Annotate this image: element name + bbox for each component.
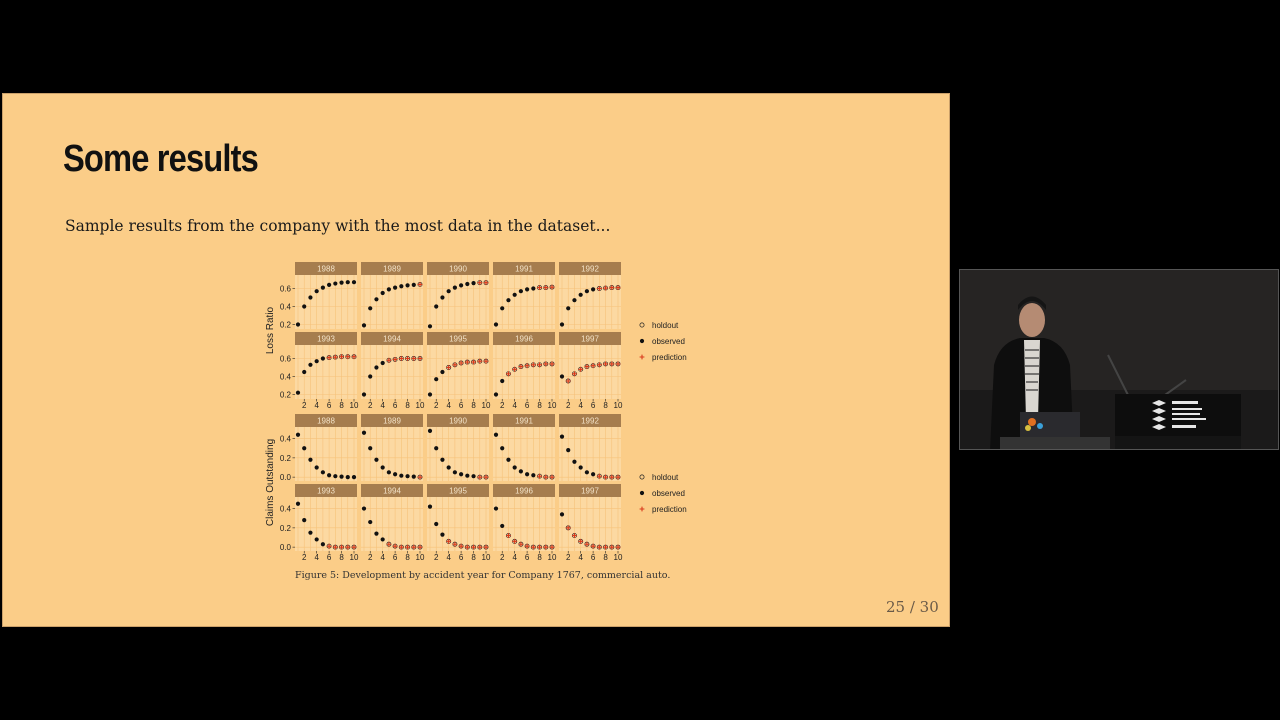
x-tick-label: 4 <box>578 401 583 410</box>
figure-caption: Figure 5: Development by accident year for Company 1767, commercial auto. <box>295 570 671 581</box>
observed-point <box>494 506 498 510</box>
observed-point <box>399 284 403 288</box>
observed-point <box>440 295 444 299</box>
facet-year-label: 1989 <box>383 416 401 426</box>
x-tick-label: 6 <box>326 553 332 562</box>
observed-point <box>381 537 385 541</box>
x-tick-label: 10 <box>349 553 359 562</box>
observed-point <box>453 470 457 474</box>
observed-point <box>585 470 589 474</box>
x-tick-label: 2 <box>499 401 505 410</box>
facet-year-label: 1990 <box>449 416 467 426</box>
observed-point <box>296 502 300 506</box>
observed-point <box>321 286 325 290</box>
observed-point <box>434 377 438 381</box>
speaker-head <box>1019 303 1045 337</box>
y-tick-label: 0.6 <box>279 354 291 364</box>
x-tick-label: 6 <box>590 401 596 410</box>
observed-point <box>525 287 529 291</box>
x-tick-label: 8 <box>339 401 344 410</box>
observed-point <box>434 446 438 450</box>
observed-point <box>500 306 504 310</box>
observed-point <box>308 363 312 367</box>
observed-point <box>566 306 570 310</box>
facet-year-label: 1991 <box>515 416 533 426</box>
observed-point <box>315 289 319 293</box>
observed-point <box>560 435 564 439</box>
observed-point <box>447 465 451 469</box>
observed-point <box>405 474 409 478</box>
facet-year-label: 1992 <box>581 416 599 426</box>
observed-point <box>566 448 570 452</box>
facet-year-label: 1994 <box>383 486 401 496</box>
y-tick-label: 0.2 <box>279 390 291 400</box>
observed-point <box>381 361 385 365</box>
x-tick-label: 2 <box>367 553 373 562</box>
legend-holdout-marker <box>640 323 644 327</box>
lectern <box>1115 394 1241 438</box>
facet-year-label: 1990 <box>449 264 467 274</box>
legend-holdout-marker <box>640 475 644 479</box>
x-tick-label: 10 <box>481 553 491 562</box>
x-tick-label: 4 <box>314 553 319 562</box>
observed-point <box>572 298 576 302</box>
legend-prediction-marker <box>640 507 645 512</box>
observed-point <box>296 322 300 326</box>
legend-prediction-label: prediction <box>652 505 687 514</box>
observed-point <box>346 280 350 284</box>
y-tick-label: 0.2 <box>279 453 291 463</box>
observed-point <box>459 283 463 287</box>
observed-point <box>560 512 564 516</box>
y-tick-label: 0.2 <box>279 320 291 330</box>
x-tick-label: 4 <box>512 401 517 410</box>
legend-holdout-label: holdout <box>652 321 679 330</box>
facet-year-label: 1996 <box>515 486 533 496</box>
legend-holdout-label: holdout <box>652 473 679 482</box>
observed-point <box>333 281 337 285</box>
facet-year-label: 1988 <box>317 264 335 274</box>
x-tick-label: 10 <box>547 553 557 562</box>
facet-year-label: 1995 <box>449 334 467 344</box>
y-axis-label: Loss Ratio <box>265 306 276 355</box>
observed-point <box>591 287 595 291</box>
observed-point <box>434 522 438 526</box>
legend-observed-marker <box>640 339 644 343</box>
x-tick-label: 8 <box>471 553 476 562</box>
observed-point <box>579 293 583 297</box>
x-tick-label: 6 <box>524 553 530 562</box>
x-tick-label: 2 <box>301 553 307 562</box>
x-tick-label: 8 <box>339 553 344 562</box>
observed-point <box>327 283 331 287</box>
x-tick-label: 8 <box>603 553 608 562</box>
x-tick-label: 10 <box>415 401 425 410</box>
observed-point <box>494 322 498 326</box>
observed-point <box>352 280 356 284</box>
x-tick-label: 4 <box>314 401 319 410</box>
facet-year-label: 1996 <box>515 334 533 344</box>
observed-point <box>579 465 583 469</box>
observed-point <box>500 446 504 450</box>
observed-point <box>440 533 444 537</box>
observed-point <box>585 289 589 293</box>
observed-point <box>393 472 397 476</box>
observed-point <box>459 472 463 476</box>
observed-point <box>465 474 469 478</box>
observed-point <box>302 446 306 450</box>
observed-point <box>321 542 325 546</box>
observed-point <box>591 472 595 476</box>
observed-point <box>302 304 306 308</box>
speaker-video <box>959 269 1279 450</box>
observed-point <box>296 391 300 395</box>
observed-point <box>428 429 432 433</box>
observed-point <box>519 289 523 293</box>
observed-point <box>362 506 366 510</box>
observed-point <box>362 431 366 435</box>
x-tick-label: 10 <box>613 401 623 410</box>
observed-point <box>513 293 517 297</box>
facet-year-label: 1997 <box>581 334 599 344</box>
page-number: 25 / 30 <box>886 598 939 616</box>
observed-point <box>302 370 306 374</box>
observed-point <box>387 470 391 474</box>
observed-point <box>374 297 378 301</box>
observed-point <box>506 458 510 462</box>
y-tick-label: 0.4 <box>279 434 291 444</box>
observed-point <box>296 433 300 437</box>
observed-point <box>346 475 350 479</box>
x-tick-label: 2 <box>565 553 571 562</box>
observed-point <box>531 286 535 290</box>
results-figure <box>255 255 715 565</box>
slide-subtitle: Sample results from the company with the most data in the dataset... <box>65 217 611 235</box>
facet-year-label: 1988 <box>317 416 335 426</box>
observed-point <box>440 458 444 462</box>
x-tick-label: 4 <box>380 553 385 562</box>
observed-point <box>500 524 504 528</box>
observed-point <box>315 537 319 541</box>
observed-point <box>471 281 475 285</box>
observed-point <box>519 469 523 473</box>
observed-point <box>362 392 366 396</box>
observed-point <box>368 374 372 378</box>
y-tick-label: 0.4 <box>279 504 291 514</box>
observed-point <box>374 532 378 536</box>
x-tick-label: 10 <box>613 553 623 562</box>
observed-point <box>308 458 312 462</box>
x-tick-label: 8 <box>537 553 542 562</box>
y-tick-label: 0.4 <box>279 372 291 382</box>
observed-point <box>412 475 416 479</box>
observed-point <box>428 505 432 509</box>
x-tick-label: 8 <box>537 401 542 410</box>
x-tick-label: 8 <box>405 553 410 562</box>
observed-point <box>368 446 372 450</box>
x-tick-label: 4 <box>446 401 451 410</box>
x-tick-label: 6 <box>590 553 596 562</box>
x-tick-label: 6 <box>392 401 398 410</box>
slide-title: Some results <box>63 138 258 180</box>
observed-point <box>368 520 372 524</box>
facet-year-label: 1992 <box>581 264 599 274</box>
observed-point <box>362 323 366 327</box>
x-tick-label: 10 <box>547 401 557 410</box>
x-tick-label: 6 <box>326 401 332 410</box>
y-tick-label: 0.0 <box>279 473 291 483</box>
legend-prediction-label: prediction <box>652 353 687 362</box>
y-tick-label: 0.2 <box>279 523 291 533</box>
observed-point <box>374 458 378 462</box>
observed-point <box>302 518 306 522</box>
observed-point <box>500 379 504 383</box>
x-tick-label: 4 <box>512 553 517 562</box>
legend-prediction-marker <box>640 355 645 360</box>
x-tick-label: 2 <box>565 401 571 410</box>
observed-point <box>494 433 498 437</box>
facet-year-label: 1993 <box>317 486 335 496</box>
observed-point <box>560 374 564 378</box>
observed-point <box>513 465 517 469</box>
x-tick-label: 2 <box>499 553 505 562</box>
x-tick-label: 4 <box>380 401 385 410</box>
x-tick-label: 2 <box>301 401 307 410</box>
observed-point <box>525 472 529 476</box>
observed-point <box>440 370 444 374</box>
speaker-video-frame <box>960 270 1279 450</box>
x-tick-label: 2 <box>433 401 439 410</box>
facet-year-label: 1995 <box>449 486 467 496</box>
observed-point <box>368 306 372 310</box>
x-tick-label: 6 <box>458 401 464 410</box>
legend-observed-label: observed <box>652 489 685 498</box>
x-tick-label: 8 <box>471 401 476 410</box>
observed-point <box>352 475 356 479</box>
y-tick-label: 0.6 <box>279 284 291 294</box>
x-tick-label: 4 <box>578 553 583 562</box>
observed-point <box>531 473 535 477</box>
x-tick-label: 4 <box>446 553 451 562</box>
observed-point <box>428 392 432 396</box>
observed-point <box>506 298 510 302</box>
x-tick-label: 6 <box>524 401 530 410</box>
observed-point <box>434 304 438 308</box>
observed-point <box>387 287 391 291</box>
legend-observed-label: observed <box>652 337 685 346</box>
x-tick-label: 6 <box>392 553 398 562</box>
observed-point <box>339 475 343 479</box>
observed-point <box>315 359 319 363</box>
facet-year-label: 1993 <box>317 334 335 344</box>
observed-point <box>374 365 378 369</box>
observed-point <box>381 465 385 469</box>
facet-year-label: 1991 <box>515 264 533 274</box>
x-tick-label: 10 <box>349 401 359 410</box>
x-tick-label: 8 <box>405 401 410 410</box>
y-axis-label: Claims Outstanding <box>265 438 276 527</box>
y-tick-label: 0.4 <box>279 302 291 312</box>
legend-observed-marker <box>640 491 644 495</box>
observed-point <box>381 291 385 295</box>
observed-point <box>308 531 312 535</box>
observed-point <box>405 283 409 287</box>
observed-point <box>560 322 564 326</box>
x-tick-label: 6 <box>458 553 464 562</box>
observed-point <box>321 356 325 360</box>
x-tick-label: 10 <box>415 553 425 562</box>
facet-year-label: 1994 <box>383 334 401 344</box>
observed-point <box>494 392 498 396</box>
observed-point <box>453 286 457 290</box>
observed-point <box>447 289 451 293</box>
observed-point <box>428 324 432 328</box>
x-tick-label: 10 <box>481 401 491 410</box>
laptop-icon <box>1020 412 1080 438</box>
observed-point <box>412 283 416 287</box>
x-tick-label: 2 <box>367 401 373 410</box>
facet-year-label: 1997 <box>581 486 599 496</box>
observed-point <box>399 474 403 478</box>
observed-point <box>393 286 397 290</box>
observed-point <box>471 474 475 478</box>
observed-point <box>465 282 469 286</box>
observed-point <box>339 281 343 285</box>
x-tick-label: 8 <box>603 401 608 410</box>
y-tick-label: 0.0 <box>279 543 291 553</box>
observed-point <box>327 473 331 477</box>
observed-point <box>308 295 312 299</box>
observed-point <box>315 465 319 469</box>
observed-point <box>321 470 325 474</box>
observed-point <box>333 474 337 478</box>
observed-point <box>572 460 576 464</box>
x-tick-label: 2 <box>433 553 439 562</box>
facet-year-label: 1989 <box>383 264 401 274</box>
